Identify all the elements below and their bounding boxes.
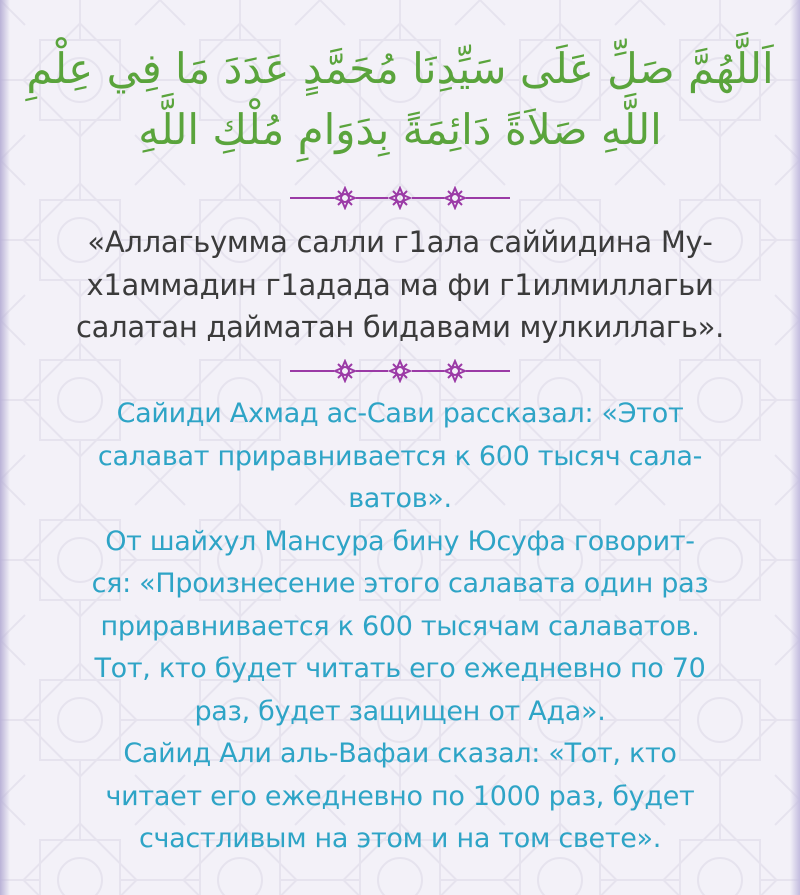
arabic-text-line-1: اَللَّهُمَّ صَلِّ عَلَى سَيِّدِنَا مُحَمَّدٍ عَدَدَ مَا فِي عِلْمِ xyxy=(26,44,774,93)
body-line: салават приравнивается к 600 тысяч сала- xyxy=(97,440,703,472)
body-line: приравнивается к 600 тысячам салаватов. xyxy=(100,610,700,642)
ornament-divider-middle xyxy=(290,359,510,383)
body-line: От шайхул Мансура бину Юсуфа говорит- xyxy=(105,525,695,557)
body-line: читает его ежедневно по 1000 раз, будет xyxy=(105,780,695,812)
body-line: ся: «Произнесение этого салавата один раз xyxy=(91,568,709,599)
ornament-divider-top xyxy=(290,186,510,210)
transliteration-line: салатан дайматан бидавами мулкиллагь». xyxy=(75,310,725,344)
body-line: Тот, кто будет читать его ежедневно по 70 xyxy=(94,653,706,684)
body-line: ватов». xyxy=(348,483,452,514)
transliteration-line: «Аллагьумма салли г1ала саййидина Му- xyxy=(87,225,713,259)
transliteration-line: х1аммадин г1адада ма фи г1илмиллагьи xyxy=(86,267,714,302)
body-line: Сайиди Ахмад ас-Сави рассказал: «Этот xyxy=(116,398,684,429)
body-line: раз, будет защищен от Ада». xyxy=(194,695,606,727)
transliteration-block xyxy=(40,221,760,349)
body-line: счастливым на этом и на том свете». xyxy=(138,823,662,854)
virtue-description-block xyxy=(30,393,770,861)
arabic-text-line-2: اللَّهِ صَلاَةً دَائِمَةً بِدَوَامِ مُلْكِ اللَّهِ xyxy=(138,105,662,154)
body-line: Сайид Али аль-Вафаи сказал: «Тот, кто xyxy=(123,738,677,769)
